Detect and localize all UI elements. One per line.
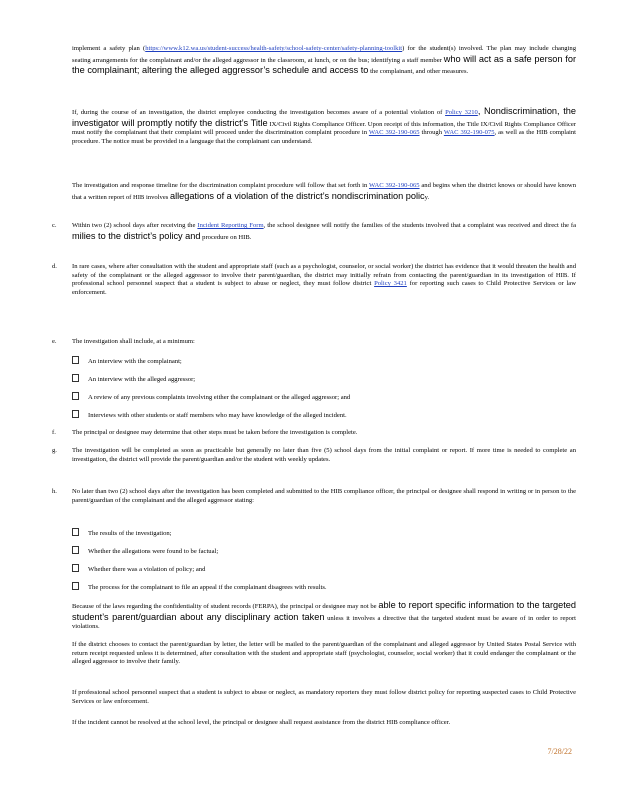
wac-075-link[interactable]: WAC 392-190-075: [443, 129, 495, 137]
bullet-box-icon: [72, 528, 79, 536]
policy-3421-link[interactable]: Policy 3421: [374, 280, 407, 288]
text: Because of the laws regarding the confidentiality of student records (FERPA), the principal or designee may not be: [72, 603, 377, 610]
footer-date: 7/28/22: [547, 747, 572, 756]
text: y.: [424, 193, 430, 201]
bullet-item: [72, 374, 195, 385]
text: milies to the district’s policy and: [72, 230, 201, 241]
text: An interview with the complainant;: [88, 358, 182, 365]
text: procedure on HIB.: [202, 233, 252, 241]
text: If, during the course of an investigation, the district employee conducting the investigation becomes aware of a potential violation of: [72, 109, 443, 116]
item-c-label: c.: [52, 222, 57, 229]
bullet-item: [72, 546, 218, 557]
text: ) for the student(s) involved. The plan may include changing seating arrangements for the complainant and/or the alleged aggressor in the classroom, at lunch, or on the bus; identifying a staff member: [72, 45, 576, 64]
bullet-box-icon: [72, 392, 79, 400]
text: and begins when the district knows or should have known that a written report of HIB involves: [72, 182, 576, 201]
letter-paragraph: If the district chooses to contact the parent/guardian by letter, the letter will be mailed to the parent/guardian of the complainant and alleged aggressor by United States Postal Service with return receipt requested unless it is determined, after consultation with the student and appropriate staff (psychologist, counselor, social worker) that it could endanger the complainant or the alleged aggressor to involve their family.: [72, 641, 576, 666]
item-g: The investigation will be completed as soon as practicable but generally no later than five (5) school days from the initial complaint or report. If more time is needed to complete an investigation, the district will provide the parent/guardian and/or the student with weekly updates.: [72, 447, 576, 463]
item-e-label: e.: [52, 338, 57, 345]
text: Whether there was a violation of policy; and: [88, 566, 206, 573]
text: unless it involves a directive that the targeted student must be aware of in order to report violations.: [72, 614, 576, 631]
item-f: The principal or designee may determine that other steps must be taken before the investigation is complete.: [72, 429, 358, 436]
text: An interview with the alleged aggressor;: [88, 376, 196, 383]
text: who will act as a safe person for the complainant; altering the alleged aggressor’s schedule and access to: [72, 53, 577, 76]
unresolved-paragraph: If the incident cannot be resolved at the school level, the principal or designee shall request assistance from the district HIB compliance officer.: [72, 719, 451, 726]
wac-065-link[interactable]: WAC 392-190-065: [368, 129, 420, 137]
mandatory-reporter-paragraph: If professional school personnel suspect that a student is subject to abuse or neglect, as mandatory reporters they must follow district policy for reporting suspected cases to Child Protective Services or law enforcement.: [72, 689, 576, 705]
item-c: [72, 222, 576, 242]
text: In rare cases, where after consultation with the student and appropriate staff (such as a psychologist, counselor, or social worker) the district has evidence that it would threaten the health and safety of the complainant or the alleged aggressor to involve their parent/guardian, the district may initially refrain from contacting the parent/guardian in its investigation of HIB. If professional school personnel suspect that a student is subject to abuse or neglect, they must follow district: [72, 263, 576, 288]
text: able to report specific information to the targeted student’s parent/guardian about any disciplinary action taken: [72, 600, 576, 622]
timeline-paragraph: [72, 182, 576, 202]
bullet-item: [72, 582, 327, 593]
item-f-label: f.: [52, 429, 56, 436]
investigation-notice-paragraph: [72, 106, 576, 146]
text: through: [419, 129, 444, 137]
text: The investigation and response timeline for the discrimination complaint procedure will follow that set forth in: [72, 182, 368, 189]
safety-plan-paragraph: [72, 45, 576, 77]
item-g-label: g.: [52, 447, 57, 454]
item-d-label: d.: [52, 263, 57, 270]
text: for reporting such cases to Child Protective Services or law enforcement.: [72, 280, 576, 296]
bullet-box-icon: [72, 374, 79, 382]
text: Interviews with other students or staff members who may have knowledge of the alleged incident.: [88, 412, 347, 419]
text: The process for the complainant to file an appeal if the complainant disagrees with results.: [88, 584, 327, 591]
text: implement a safety plan (: [72, 45, 146, 52]
incident-reporting-form-link[interactable]: Incident Reporting Form: [197, 222, 264, 229]
bullet-item: [72, 392, 350, 403]
item-h: No later than two (2) school days after the investigation has been completed and submitted to the HIB compliance officer, the principal or designee shall respond in writing or in person to the parent/guardian of the complainant and the alleged aggressor stating:: [72, 488, 576, 504]
text: , the school designee will notify the families of the students involved that a complaint was received and direct the fa: [263, 222, 577, 229]
safety-planning-toolkit-link[interactable]: https://www.k12.wa.us/student-success/health-safety/school-safety-center/safety-planning-toolkit: [145, 45, 403, 52]
item-h-label: h.: [52, 488, 57, 495]
text: IX/Civil Rights Compliance Officer. Upon receipt of this information, the Title IX/Civil Rights Compliance Officer must notify the complainant that their complaint will proceed under the discrimination complaint procedure in: [72, 120, 576, 137]
wac-065-link-2[interactable]: WAC 392-190-065: [368, 182, 420, 189]
text: , Nondiscrimination, the investigator will promptly notify the district’s Title: [72, 106, 576, 128]
text: Whether the allegations were found to be factual;: [88, 548, 219, 555]
bullet-box-icon: [72, 564, 79, 572]
bullet-box-icon: [72, 356, 79, 364]
bullet-item: [72, 528, 172, 539]
text: allegations of a violation of the district’s nondiscrimination polic: [169, 190, 425, 201]
item-e: The investigation shall include, at a minimum:: [72, 338, 195, 345]
bullet-box-icon: [72, 546, 79, 554]
confidentiality-paragraph: [72, 600, 576, 632]
bullet-box-icon: [72, 410, 79, 418]
bullet-item: [72, 356, 182, 367]
policy-3210-link[interactable]: Policy 3210: [445, 109, 478, 116]
item-d: [72, 263, 576, 297]
text: , as well as the HIB complaint procedure. The notice must be provided in a language that the complainant can understand.: [72, 129, 576, 145]
bullet-item: [72, 564, 205, 575]
bullet-item: [72, 410, 347, 421]
bullet-box-icon: [72, 582, 79, 590]
text: Within two (2) school days after receiving the: [72, 222, 196, 229]
text: The results of the investigation;: [88, 530, 172, 537]
text: A review of any previous complaints involving either the complainant or the alleged aggressor; and: [88, 394, 351, 401]
text: the complainant, and other measures.: [370, 68, 469, 76]
